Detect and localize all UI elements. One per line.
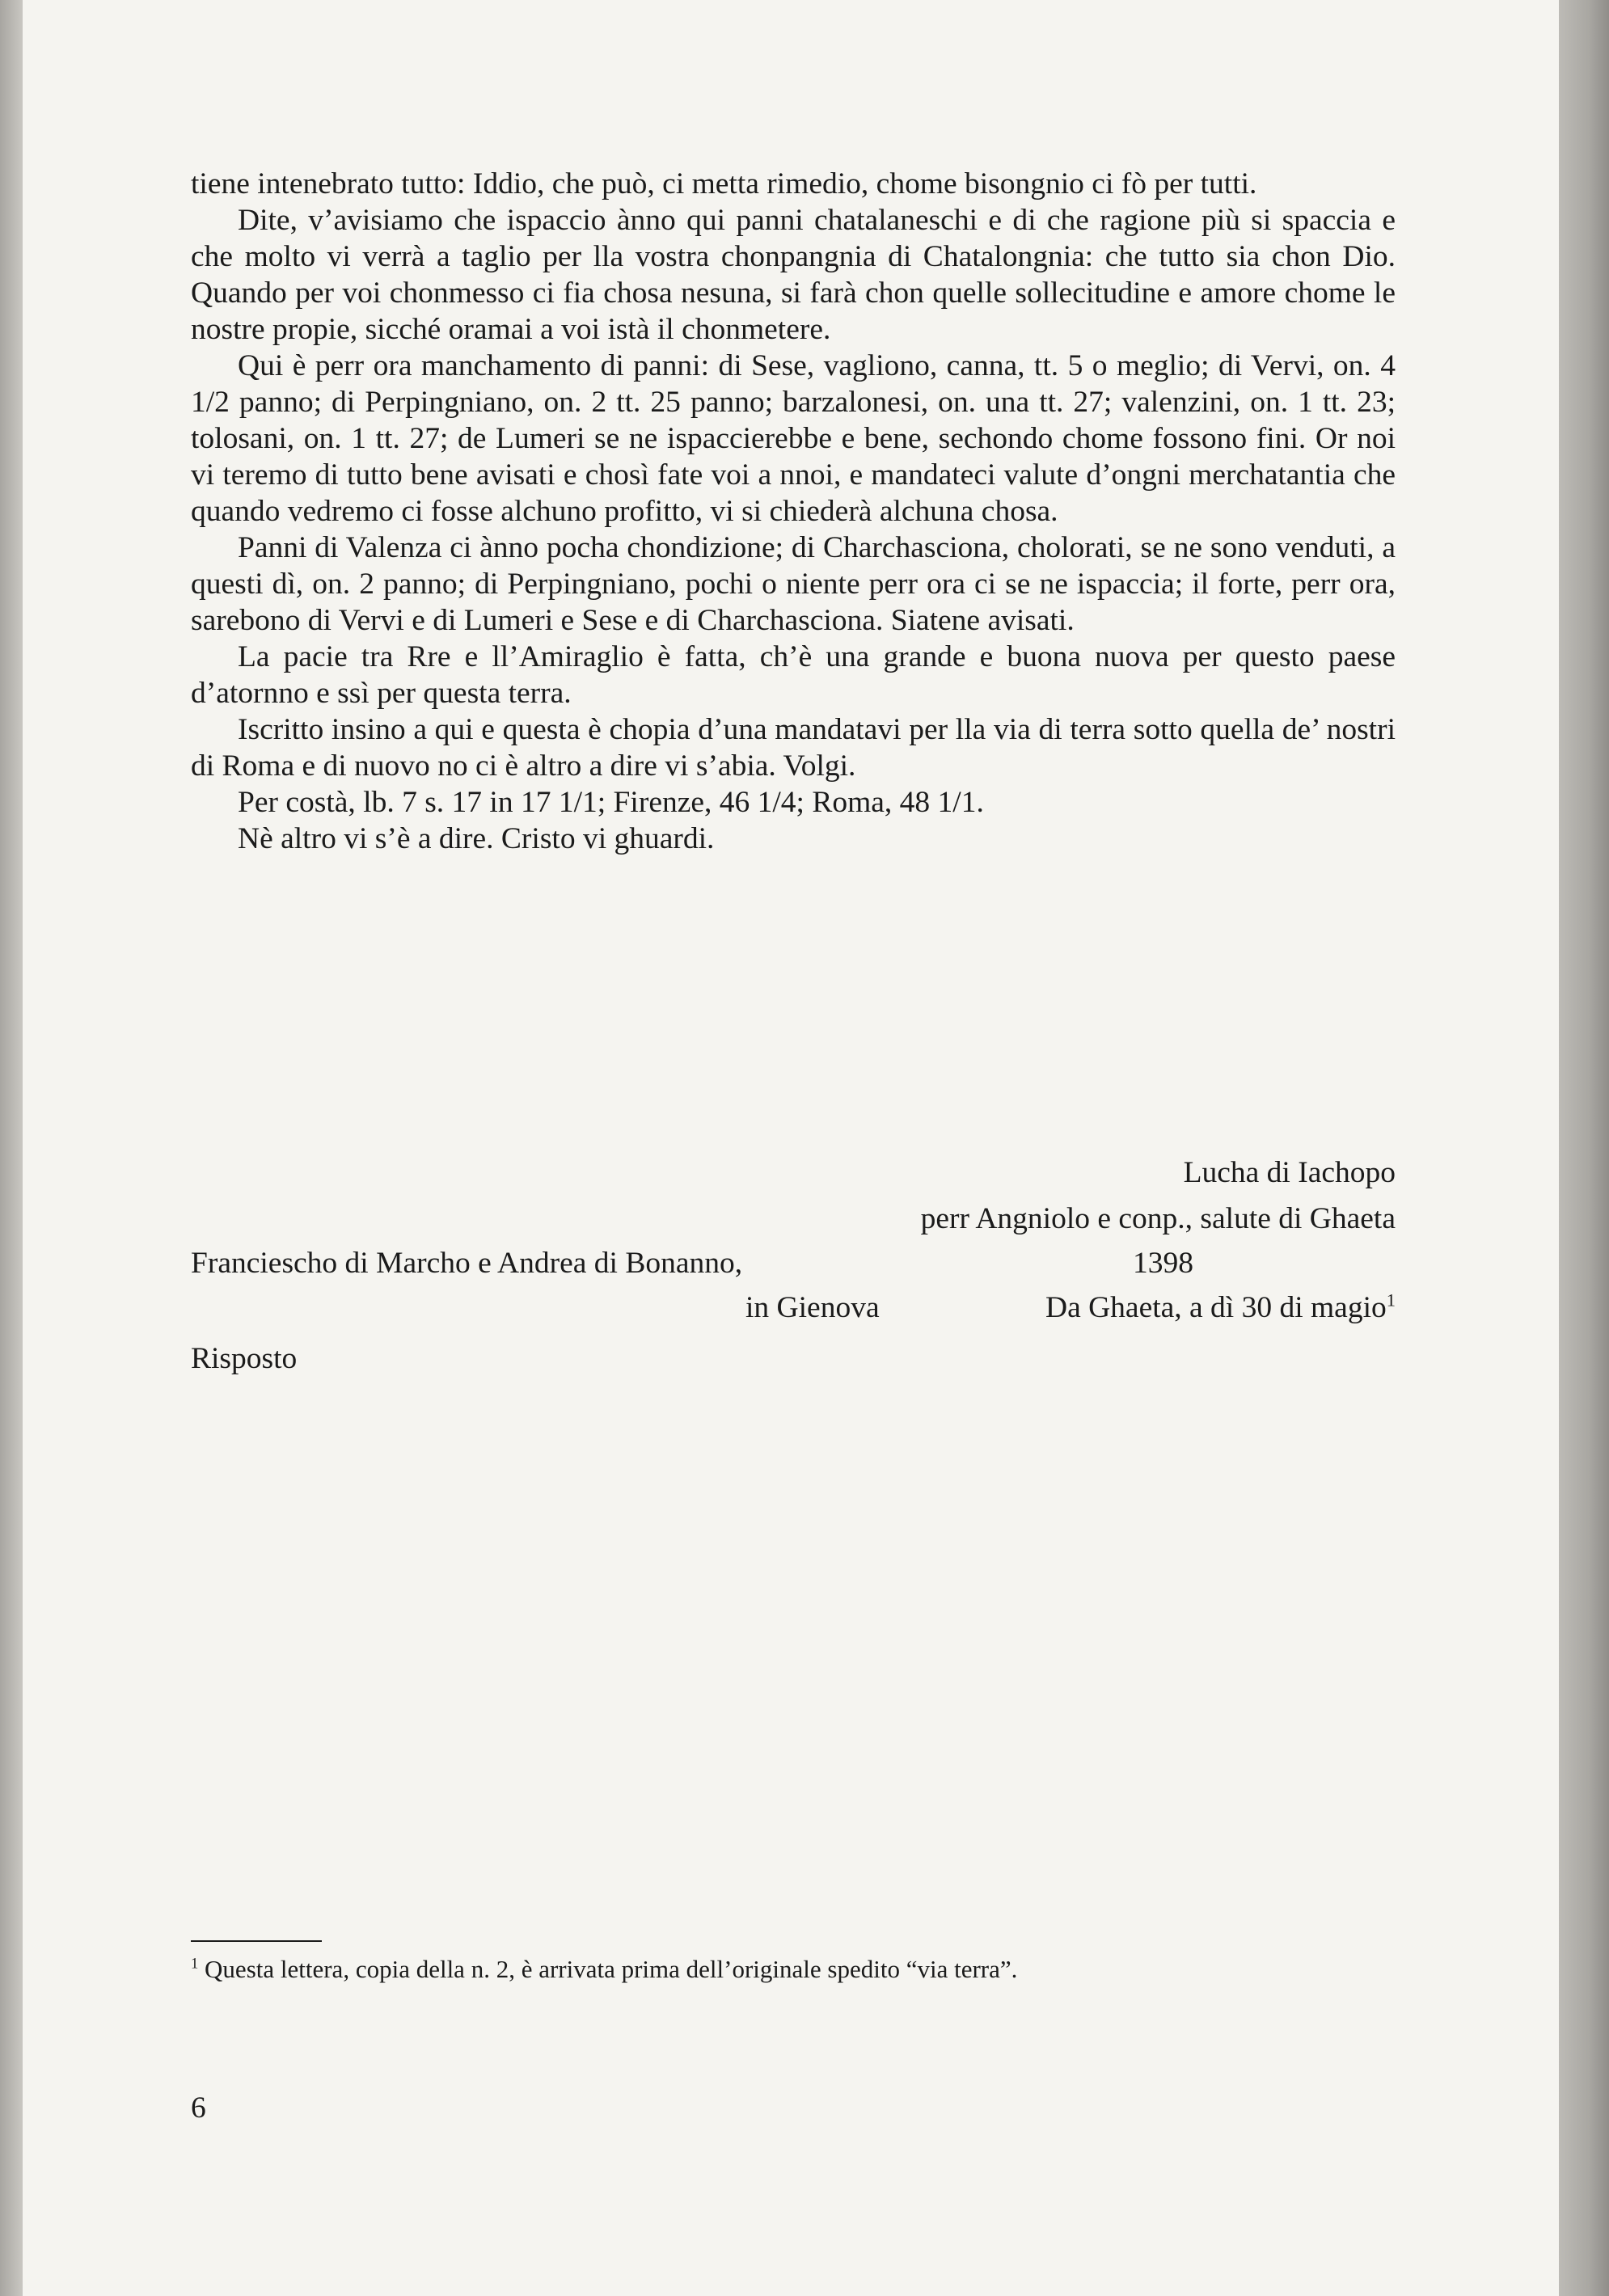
body-paragraph: Per costà, lb. 7 s. 17 in 17 1/1; Firenze, 46 1/4; Roma, 48 1/1. — [238, 786, 984, 819]
letter-dateline — [1045, 1289, 1396, 1326]
body-paragraph: La pacie tra Rre e ll’Amiraglio è fatta, ch’è una grande e buona nuova per questo paese d’atornno e ssì per questa terra. — [191, 640, 1396, 710]
page-left-edge — [0, 0, 23, 2296]
recipient-place: in Gienova — [745, 1291, 880, 1324]
footnote-mark: 1 — [191, 1955, 199, 1973]
footnote — [191, 1954, 1017, 1985]
footnote-reference: 1 — [1386, 1289, 1396, 1310]
dateline-text: Da Ghaeta, a dì 30 di magio — [1045, 1291, 1387, 1324]
body-paragraph: Qui è perr ora manchamento di panni: di Sese, vagliono, canna, tt. 5 o meglio; di Vervi, on. 4 1/2 panno; di Perpingniano, on. 2 tt. 25 panno; barzalonesi, on. una tt. 27; valenzini, on. 1 tt. 23; tolosani, on. 1 tt. 27; de Lumeri se ne ispaccierebbe e bene, sechondo chome fossono fini. Or noi vi teremo di tutto bene avisati e chosì fate voi a nnoi, e mandateci valute d’ongni merchatantia che quando vedremo ci fosse alchuno profitto, vi si chiederà alchuna chosa. — [191, 349, 1396, 528]
footnote-rule — [191, 1940, 322, 1942]
body-paragraph: Dite, v’avisiamo che ispaccio ànno qui panni chatalaneschi e di che ragione più si spaccia e che molto vi verrà a taglio per lla vostra chonpangnia di Chatalongnia: che tutto sia chon Dio. Quando per voi chonmesso ci fia chosa nesuna, si farà chon quelle sollecitudine e amore chome le nostre propie, sicché oramai a voi istà il chonmetere. — [191, 204, 1396, 346]
body-paragraph: tiene intenebrato tutto: Iddio, che può, ci metta rimedio, chome bisongnio ci fò per tutti. — [191, 167, 1257, 200]
reply-note: Risposto — [191, 1342, 298, 1375]
signature-name: Lucha di Iachopo — [1183, 1156, 1396, 1189]
body-paragraph: Iscritto insino a qui e questa è chopia d’una mandatavi per lla via di terra sotto quella de’ nostri di Roma e di nuovo no ci è altro a dire vi s’abia. Volgi. — [191, 713, 1396, 783]
page-gutter-shadow — [1559, 0, 1609, 2296]
footnote-text: Questa lettera, copia della n. 2, è arrivata prima dell’originale spedito “via terra”. — [205, 1955, 1018, 1983]
recipient-name: Francieschо di Marcho e Andrea di Bonanno, — [191, 1247, 743, 1280]
body-paragraph: Nè altro vi s’è a dire. Cristo vi ghuardi. — [238, 822, 715, 855]
signature-company: perr Angniolo e conp., salute di Ghaeta — [920, 1202, 1396, 1235]
letter-body — [191, 166, 1396, 857]
letter-year: 1398 — [1133, 1247, 1193, 1280]
page-number: 6 — [191, 2091, 206, 2125]
body-paragraph: Panni di Valenza ci ànno pocha chondizione; di Charchasciona, cholorati, se ne sono venduti, a questi dì, on. 2 panno; di Perpingniano, pochi o niente perr ora ci se ne ispaccia; il forte, perr ora, sarebono di Vervi e di Lumeri e Sese e di Charchasciona. Siatene avisati. — [191, 531, 1396, 637]
